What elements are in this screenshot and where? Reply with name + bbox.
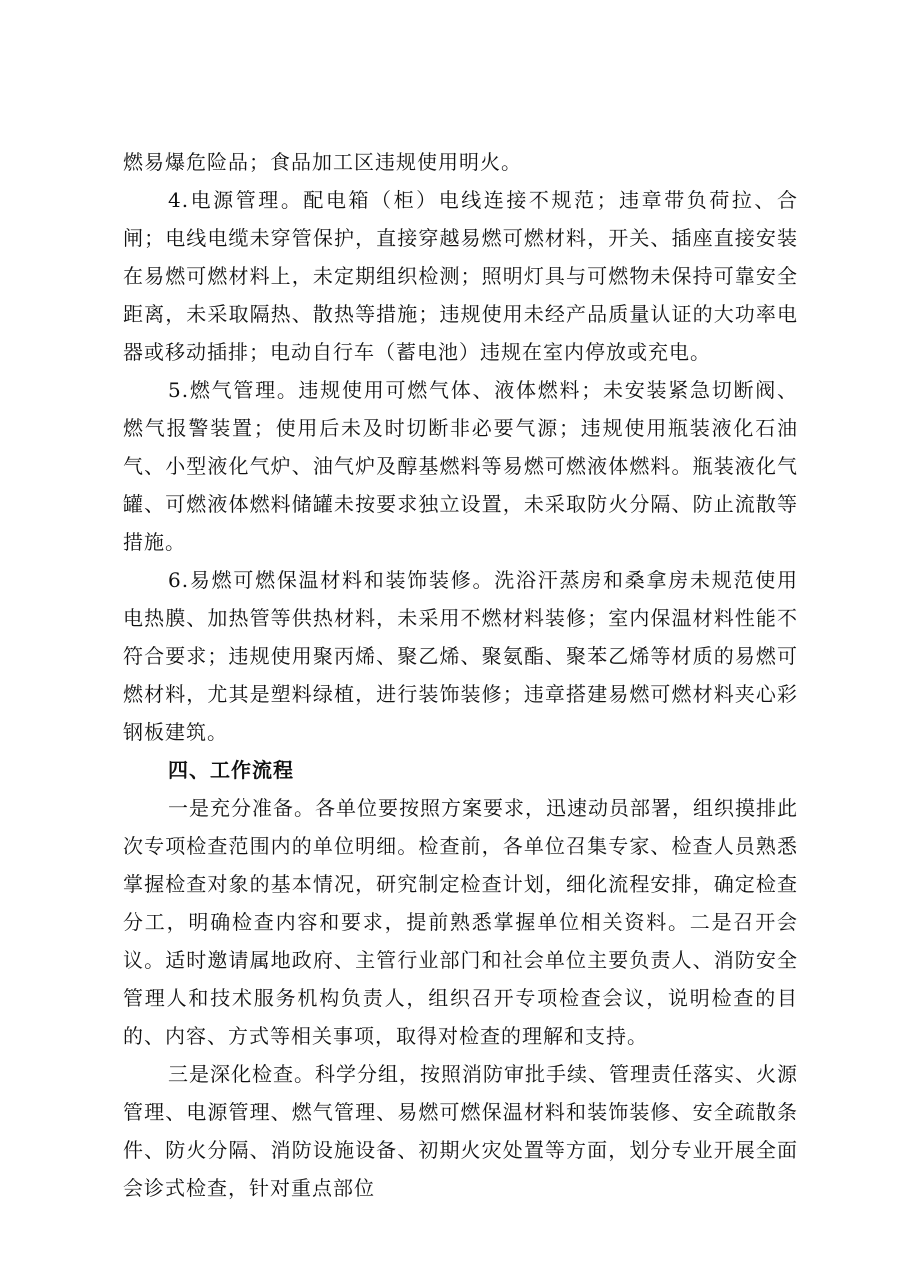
paragraph-continuation: 燃易爆危险品；食品加工区违规使用明火。 (123, 150, 522, 174)
paragraph-insulation-decoration: 6.易燃可燃保温材料和装饰装修。洗浴汗蒸房和桑拿房未规范使用电热膜、加热管等供热材料，未采用不燃材料装修；室内保温材料性能不符合要求；违规使用聚丙烯、聚乙烯、聚氨酯、聚苯乙烯等材质的易燃可燃材料，尤其是塑料绿植，进行装饰装修；违章搭建易燃可燃材料夹心彩钢板建筑。 (123, 568, 798, 744)
paragraph-gas-management: 5.燃气管理。违规使用可燃气体、液体燃料；未安装紧急切断阀、燃气报警装置；使用后未及时切断非必要气源；违规使用瓶装液化石油气、小型液化气炉、油气炉及醇基燃料等易燃可燃液体燃料。瓶装液化气罐、可燃液体燃料储罐未按要求独立设置，未采取防火分隔、防止流散等措施。 (123, 378, 798, 554)
paragraph-power-management: 4.电源管理。配电箱（柜）电线连接不规范；违章带负荷拉、合闸；电线电缆未穿管保护，直接穿越易燃可燃材料，开关、插座直接安装在易燃可燃材料上，未定期组织检测；照明灯具与可燃物未保持可靠安全距离，未采取隔热、散热等措施；违规使用未经产品质量认证的大功率电器或移动插排；电动自行车（蓄电池）违规在室内停放或充电。 (123, 188, 798, 364)
document-body (123, 143, 798, 1207)
paragraph-preparation-meeting: 一是充分准备。各单位要按照方案要求，迅速动员部署，组织摸排此次专项检查范围内的单位明细。检查前，各单位召集专家、检查人员熟悉掌握检查对象的基本情况，研究制定检查计划，细化流程安排，确定检查分工，明确检查内容和要求，提前熟悉掌握单位相关资料。二是召开会议。适时邀请属地政府、主管行业部门和社会单位主要负责人、消防安全管理人和技术服务机构负责人，组织召开专项检查会议，说明检查的目的、内容、方式等相关事项，取得对检查的理解和支持。 (123, 796, 798, 1048)
section-heading-workflow: 四、工作流程 (168, 758, 294, 782)
paragraph-deep-inspection: 三是深化检查。科学分组，按照消防审批手续、管理责任落实、火源管理、电源管理、燃气管理、易燃可燃保温材料和装饰装修、安全疏散条件、防火分隔、消防设施设备、初期火灾处置等方面，划分专业开展全面会诊式检查，针对重点部位 (123, 1062, 798, 1200)
